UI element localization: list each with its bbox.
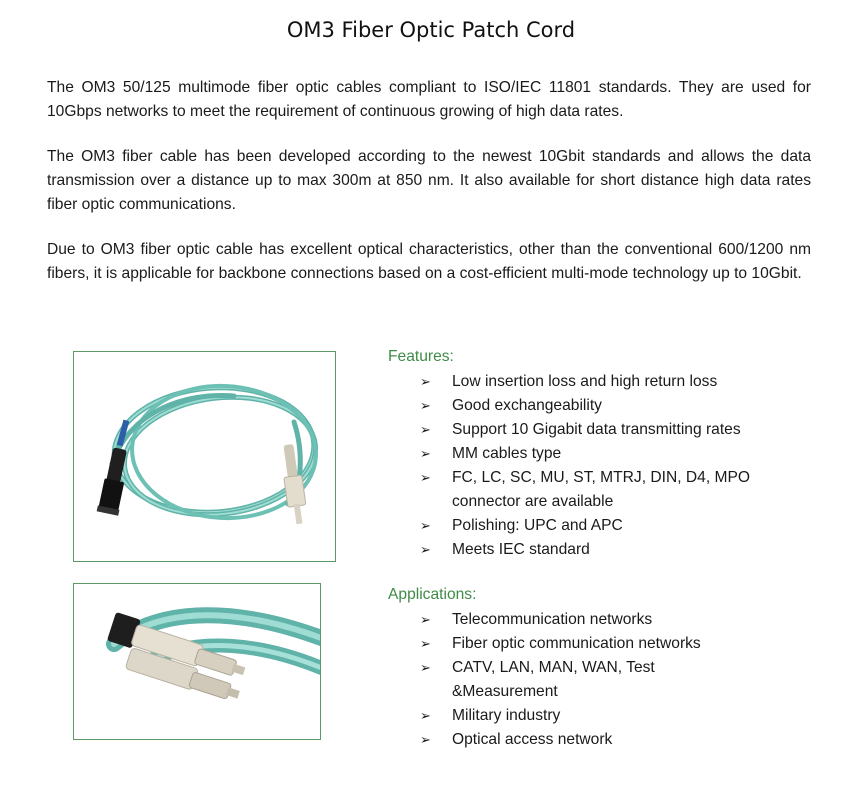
- features-heading: Features:: [388, 348, 454, 365]
- arrow-bullet-icon: ➢: [420, 374, 431, 389]
- intro-paragraph-1: The OM3 50/125 multimode fiber optic cables compliant to ISO/IEC 11801 standards. They are used for 10Gbps networks to meet the requirement of continuous growing of high data rates.: [47, 79, 811, 120]
- arrow-bullet-icon: ➢: [420, 708, 431, 723]
- arrow-bullet-icon: ➢: [420, 446, 431, 461]
- arrow-bullet-icon: ➢: [420, 612, 431, 627]
- list-item: ➢ CATV, LAN, MAN, WAN, Test &Measurement: [420, 656, 712, 704]
- intro-paragraph-2: The OM3 fiber cable has been developed according to the newest 10Gbit standards and allows the data transmission over a distance up to max 300m at 850 nm. It also available for short distance high data rates fiber optic communications.: [47, 148, 811, 213]
- page-title: OM3 Fiber Optic Patch Cord: [286, 18, 576, 42]
- list-item: ➢ Optical access network: [420, 728, 820, 752]
- features-list: [420, 370, 820, 562]
- arrow-bullet-icon: ➢: [420, 660, 431, 675]
- arrow-bullet-icon: ➢: [420, 732, 431, 747]
- arrow-bullet-icon: ➢: [420, 470, 431, 485]
- lc-duplex-closeup-image: [73, 583, 321, 740]
- arrow-bullet-icon: ➢: [420, 518, 431, 533]
- list-item: ➢ Military industry: [420, 704, 820, 728]
- applications-heading: Applications:: [388, 586, 477, 603]
- arrow-bullet-icon: ➢: [420, 542, 431, 557]
- lc-duplex-illustration: [74, 584, 320, 739]
- list-item: ➢ MM cables type: [420, 442, 820, 466]
- list-item: ➢ Support 10 Gigabit data transmitting rates: [420, 418, 820, 442]
- intro-paragraph-3: Due to OM3 fiber optic cable has excellent optical characteristics, other than the conventional 600/1200 nm fibers, it is applicable for backbone connections based on a cost-efficient multi-mode technology up to 10Gbit.: [47, 241, 811, 282]
- arrow-bullet-icon: ➢: [420, 398, 431, 413]
- arrow-bullet-icon: ➢: [420, 422, 431, 437]
- list-item: ➢ Low insertion loss and high return loss: [420, 370, 820, 394]
- patch-cord-coil-image: [73, 351, 336, 562]
- list-item: ➢ Good exchangeability: [420, 394, 820, 418]
- list-item: ➢ FC, LC, SC, MU, ST, MTRJ, DIN, D4, MPO connector are available: [420, 466, 774, 514]
- arrow-bullet-icon: ➢: [420, 636, 431, 651]
- applications-list: [420, 608, 820, 752]
- patch-cord-coil-illustration: [74, 352, 335, 561]
- list-item: ➢ Telecommunication networks: [420, 608, 820, 632]
- list-item: ➢ Polishing: UPC and APC: [420, 514, 820, 538]
- list-item: ➢ Meets IEC standard: [420, 538, 820, 562]
- list-item: ➢ Fiber optic communication networks: [420, 632, 820, 656]
